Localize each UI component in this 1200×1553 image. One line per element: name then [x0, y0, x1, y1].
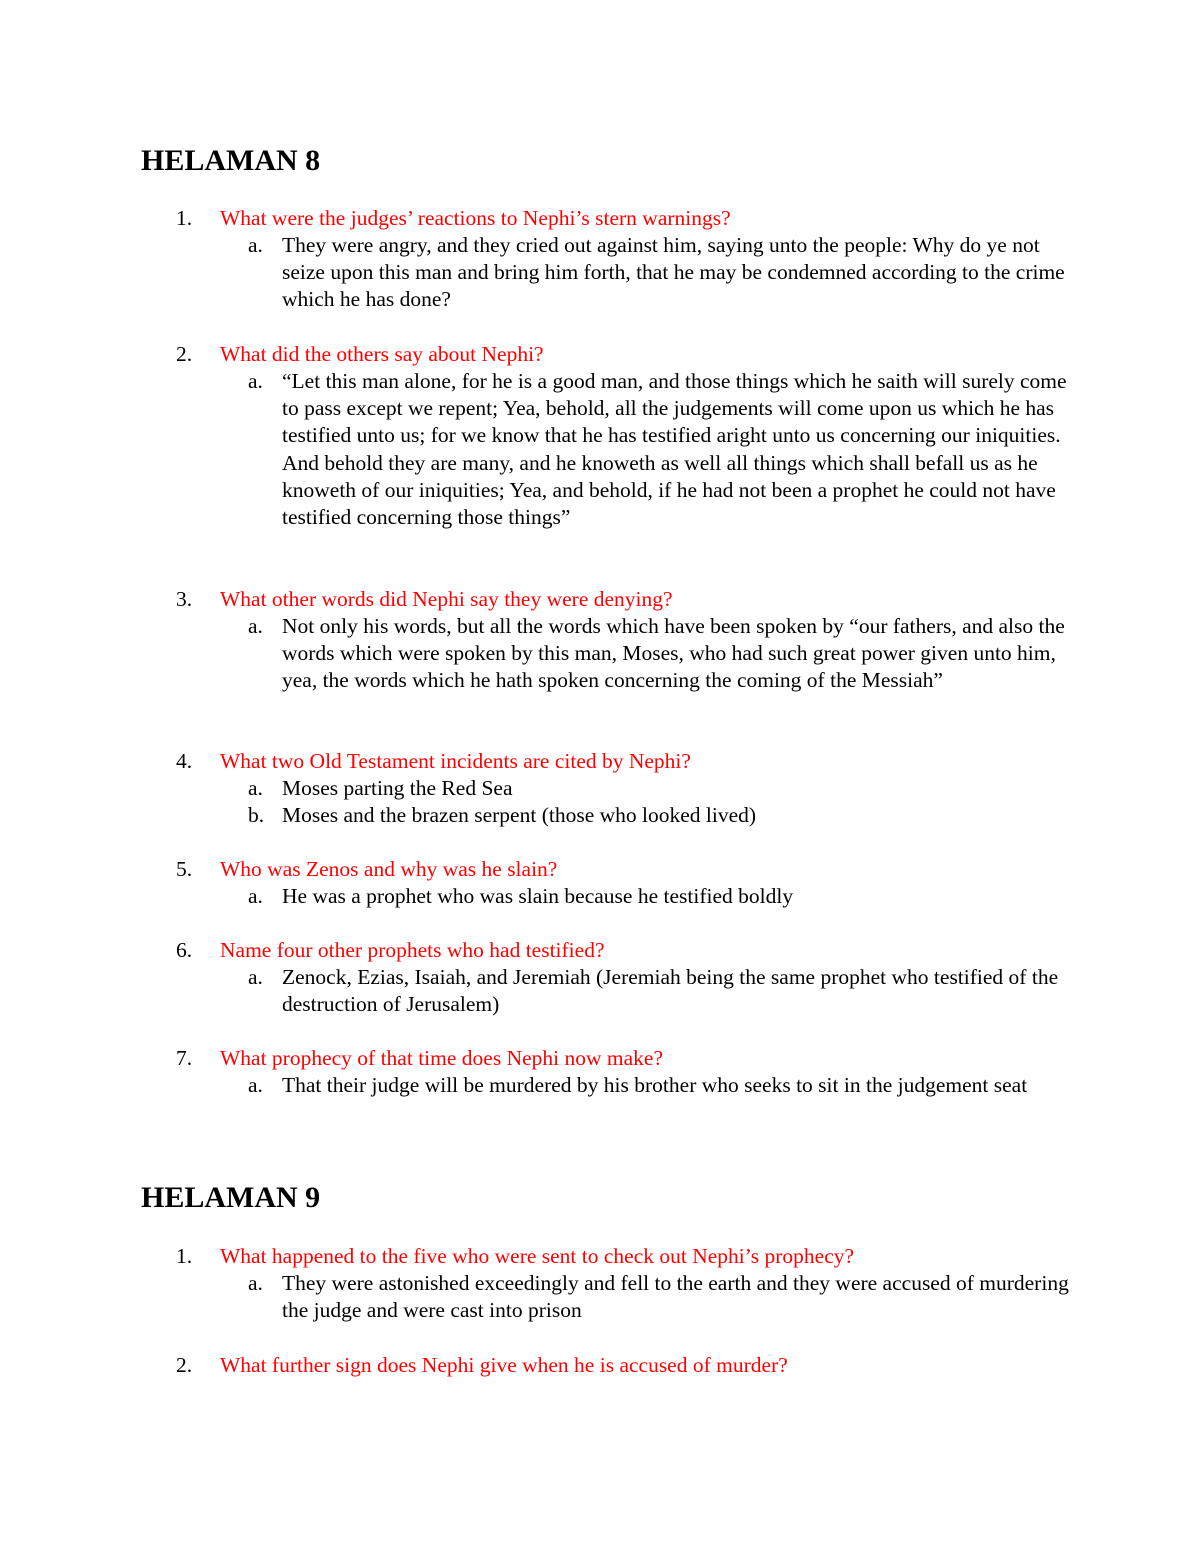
question-number: 1.	[176, 1244, 193, 1268]
question-text: What happened to the five who were sent to check out Nephi’s prophecy?	[220, 1244, 855, 1268]
answer-letter: a.	[248, 233, 263, 257]
question-text: What did the others say about Nephi?	[220, 342, 544, 366]
answer-text: They were astonished exceedingly and fell to the earth and they were accused of murdering the judge and were cast into prison	[282, 1271, 1069, 1323]
answer-text: “Let this man alone, for he is a good man, and those things which he saith will surely come to pass except we repent; Yea, behold, all the judgements will come upon us which he has testified unto us; for we know that he has testified aright unto us concerning our iniquities. And behold they are many, and he knoweth as well all things which shall befall us as he knoweth of our iniquities; Yea, and behold, if he had not been a prophet he could not have testified concerning those things”	[282, 369, 1067, 530]
question-text: Who was Zenos and why was he slain?	[220, 857, 558, 881]
question-number: 2.	[176, 342, 193, 366]
section-heading-helaman-9: HELAMAN 9	[141, 1181, 321, 1214]
question-number: 1.	[176, 206, 193, 230]
answer-letter: a.	[248, 1073, 263, 1097]
question-text: What prophecy of that time does Nephi now make?	[220, 1046, 663, 1070]
answer-letter: a.	[248, 965, 263, 989]
question-number: 5.	[176, 857, 193, 881]
answer-text: That their judge will be murdered by his brother who seeks to sit in the judgement seat	[282, 1073, 1028, 1097]
question-number: 3.	[176, 587, 193, 611]
question-text: What were the judges’ reactions to Nephi’s stern warnings?	[220, 206, 731, 230]
answer-text: They were angry, and they cried out against him, saying unto the people: Why do ye not seize upon this man and bring him forth, that he may be condemned according to the crime which he has done?	[282, 233, 1065, 312]
answer-letter: a.	[248, 369, 263, 393]
section-heading-helaman-8: HELAMAN 8	[141, 144, 321, 177]
question-number: 2.	[176, 1353, 193, 1377]
answer-text: Not only his words, but all the words which have been spoken by “our fathers, and also the words which were spoken by this man, Moses, who had such great power given unto him, yea, the words which he hath spoken concerning the coming of the Messiah”	[282, 614, 1065, 693]
answer-text: Moses parting the Red Sea	[282, 776, 513, 800]
answer-letter: b.	[248, 803, 265, 827]
question-number: 6.	[176, 938, 193, 962]
question-number: 7.	[176, 1046, 193, 1070]
answer-letter: a.	[248, 1271, 263, 1295]
answer-text: Zenock, Ezias, Isaiah, and Jeremiah (Jeremiah being the same prophet who testified of the destruction of Jerusalem)	[282, 965, 1059, 1017]
answer-letter: a.	[248, 884, 263, 908]
answer-letter: a.	[248, 614, 263, 638]
question-text: What two Old Testament incidents are cited by Nephi?	[220, 749, 691, 773]
answer-text: He was a prophet who was slain because he testified boldly	[282, 884, 794, 908]
question-text: What other words did Nephi say they were denying?	[220, 587, 673, 611]
question-text: What further sign does Nephi give when he is accused of murder?	[220, 1353, 788, 1377]
question-number: 4.	[176, 749, 193, 773]
question-text: Name four other prophets who had testified?	[220, 938, 605, 962]
answer-letter: a.	[248, 776, 263, 800]
answer-text: Moses and the brazen serpent (those who looked lived)	[282, 803, 757, 827]
